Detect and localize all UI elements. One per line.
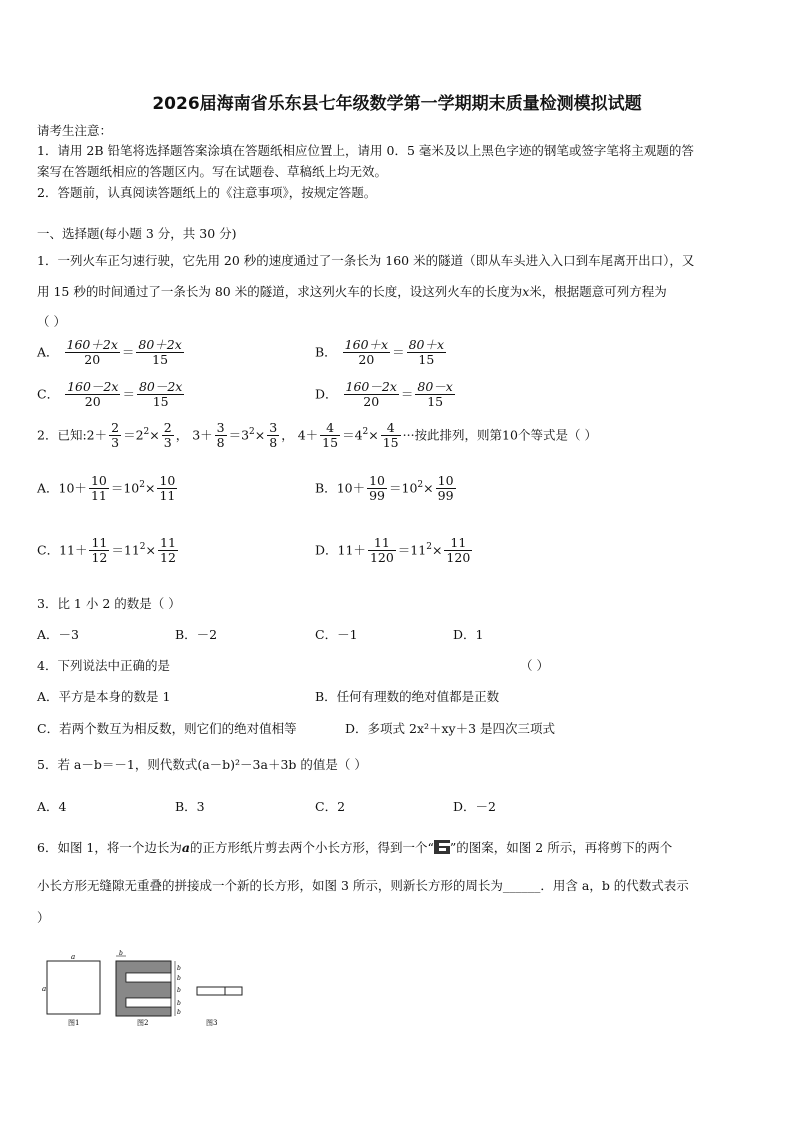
numerator: 10 xyxy=(437,473,454,488)
q3-option-c: C．－1 xyxy=(315,627,358,642)
times-sign: × xyxy=(254,427,266,443)
fig2-notch-bottom xyxy=(126,998,171,1007)
expr-text: 2＋ xyxy=(86,427,108,443)
q5-stem: 5．若 a－b＝－1，则代数式(a－b)²－3a＋3b 的值是（ ） xyxy=(37,757,367,772)
fig1-square xyxy=(47,961,100,1014)
q5-option-a: A．4 xyxy=(37,799,67,814)
option-label: B． xyxy=(315,344,337,360)
q5-option-b: B．3 xyxy=(175,799,205,814)
q4-option-b: B．任何有理数的绝对值都是正数 xyxy=(315,689,500,704)
exponent: 2 xyxy=(426,542,432,553)
q2-option-d: D．11＋ $\frac{11}{120}$ $=11^2\times$ $\frac{11}{120}$ xyxy=(315,535,471,566)
denominator: 120 xyxy=(369,550,394,566)
q4-option-a: A．平方是本身的数是 1 xyxy=(37,689,171,704)
expr-text: 11＋ xyxy=(337,542,366,558)
numerator: 11 xyxy=(444,536,472,551)
fig2-label-b-2: b xyxy=(177,975,181,982)
denominator: 11 xyxy=(159,488,176,504)
denominator: 120 xyxy=(446,550,471,566)
page-title: 2026届海南省乐东县七年级数学第一学期期末质量检测模拟试题 xyxy=(152,94,642,114)
q1-option-c: C． $\frac{160-2x}{20}$ ＝ $\frac{80-2x}{15}$ xyxy=(37,379,183,410)
option-label: C． xyxy=(37,542,60,558)
numerator: 4 xyxy=(381,421,401,436)
exponent: 2 xyxy=(362,427,369,438)
option-label: D． xyxy=(315,386,338,402)
fraction xyxy=(343,338,390,368)
expr-text: ＝3 xyxy=(228,427,250,443)
numerator: 3 xyxy=(269,420,278,435)
fraction xyxy=(407,338,446,368)
expr-text: ＝11 xyxy=(397,542,427,558)
fraction xyxy=(158,536,178,566)
fig2-label-b-1: b xyxy=(177,965,181,972)
fraction xyxy=(215,421,227,451)
denominator: 15 xyxy=(152,352,169,368)
numerator: 160＋2x xyxy=(66,337,118,352)
expr-text: 10＋ xyxy=(336,480,366,496)
q1-variable: x xyxy=(522,284,530,299)
q6-figures xyxy=(40,950,255,1032)
exponent: 2 xyxy=(139,480,145,491)
numerator: 80＋x xyxy=(408,337,445,352)
fig2-label-b-3: b xyxy=(177,987,181,994)
fig1-label-a: a xyxy=(71,953,76,961)
exponent: 2 xyxy=(143,427,150,438)
fig2-label-b-top: b xyxy=(119,950,123,957)
notched-shape-icon xyxy=(434,840,450,857)
q6-line-2: 小长方形无缝隙无重叠的拼接成一个新的长方形，如图 3 所示，则新长方形的周长为______．用含 a，b 的代数式表示 xyxy=(37,878,689,893)
numerator: 160－2x xyxy=(67,379,119,394)
option-label: D． xyxy=(315,542,338,558)
numerator: 3 xyxy=(216,420,225,435)
fraction xyxy=(444,536,472,566)
fig2-caption: 图2 xyxy=(137,1019,149,1027)
q6-text: ”的图案，如图 2 所示，再将剪下的两个 xyxy=(449,840,673,855)
fraction xyxy=(89,536,109,566)
q6-text: 6．如图 1，将一个边长为 xyxy=(37,840,182,855)
q2-stem: 2．已知:2＋ $\frac{2}{3}$ $=2^2\times$ $\frac{2}{3}$ ， 3＋ $\frac{3}{8}$ $=3^2\times$ $\frac{3}{8}$ ， 4＋ $\frac{4}{15}$ $=4^2\times$ $\frac{4}{15}$ ···按此排列，则第10个等式是（ ） xyxy=(37,420,597,451)
numerator: 11 xyxy=(160,535,176,550)
denominator: 15 xyxy=(152,394,169,410)
notice-item-1-line-1: 1．请用 2B 铅笔将选择题答案涂填在答题纸相应位置上，请用 0．5 毫米及以上黑色字迹的钢笔或签字笔将主观题的答 xyxy=(37,143,694,158)
q1-line-2 xyxy=(37,282,667,300)
denominator: 15 xyxy=(427,394,444,410)
q3-stem: 3．比 1 小 2 的数是（ ） xyxy=(37,596,181,611)
fig2-label-b-5: b xyxy=(177,1009,181,1016)
fig1-caption: 图1 xyxy=(68,1019,80,1027)
numerator: 2 xyxy=(163,420,172,435)
numerator: 160－2x xyxy=(345,379,397,394)
numerator: 80－2x xyxy=(138,379,183,394)
q4-answer-paren: （ ） xyxy=(520,658,549,673)
denominator: 3 xyxy=(163,435,172,451)
fraction xyxy=(381,421,401,451)
section-heading: 一、选择题(每小题 3 分，共 30 分) xyxy=(37,226,237,241)
expr-text: ＝10 xyxy=(389,480,418,496)
q3-option-a: A．－3 xyxy=(37,627,79,642)
fraction xyxy=(367,474,387,504)
denominator: 20 xyxy=(84,394,101,410)
fraction xyxy=(162,421,174,451)
notice-item-2: 2．答题前，认真阅读答题纸上的《注意事项》，按规定答题。 xyxy=(37,185,377,200)
denominator: 3 xyxy=(111,435,120,451)
fraction xyxy=(436,474,456,504)
q1-option-d: D． $\frac{160-2x}{20}$ ＝ $\frac{80-x}{15}$ xyxy=(315,379,453,410)
q6-line-3: ） xyxy=(37,910,50,925)
q2-option-a: A．10＋ $\frac{10}{11}$ $=10^2\times$ $\frac{10}{11}$ xyxy=(37,473,176,504)
denominator: 11 xyxy=(90,488,107,504)
expr-text: 3＋ xyxy=(192,427,213,443)
numerator: 160＋x xyxy=(344,337,389,352)
q4-stem: 4．下列说法中正确的是 xyxy=(37,658,170,673)
expr-text: 4＋ xyxy=(297,427,319,443)
fraction xyxy=(65,380,120,410)
fraction xyxy=(65,338,120,368)
fraction xyxy=(136,338,183,368)
numerator: 2 xyxy=(111,420,120,435)
q1-line-1: 1．一列火车正匀速行驶，它先用 20 秒的速度通过了一条长为 160 米的隧道（即从车头进入入口到车尾离开出口），又 xyxy=(37,253,695,268)
denominator: 99 xyxy=(369,488,385,504)
q1-line-2-text-b: 米，根据题意可列方程为 xyxy=(529,284,667,299)
option-label: B． xyxy=(315,480,337,496)
fig1-label-a-side: a xyxy=(42,985,47,993)
denominator: 20 xyxy=(358,352,375,368)
exponent: 2 xyxy=(139,542,146,553)
numerator: 4 xyxy=(320,421,340,436)
q1-answer-paren: （ ） xyxy=(37,314,66,329)
option-label: C． xyxy=(37,386,60,402)
denominator: 8 xyxy=(269,435,278,451)
fig3-rectangle xyxy=(197,987,242,995)
q1-line-2-text-a: 用 15 秒的时间通过了一条长为 80 米的隧道，求这列火车的长度，设这列火车的长度为 xyxy=(37,284,523,299)
q2-suffix: ···按此排列，则第10个等式是（ ） xyxy=(402,427,597,443)
numerator: 80＋2x xyxy=(138,337,182,352)
q6-line-1 xyxy=(37,838,672,857)
q2-prefix: 2．已知: xyxy=(37,427,87,443)
fraction xyxy=(137,380,184,410)
numerator: 10 xyxy=(90,473,107,488)
fraction xyxy=(157,474,177,504)
fig2-notch-top xyxy=(126,973,171,982)
exponent: 2 xyxy=(417,480,424,491)
fraction xyxy=(109,421,121,451)
exponent: 2 xyxy=(249,427,255,438)
denominator: 15 xyxy=(418,352,435,368)
notice-item-1-line-2: 案写在答题纸相应的答题区内。写在试题卷、草稿纸上均无效。 xyxy=(37,164,388,179)
expr-text: ＝4 xyxy=(342,427,363,443)
q6-variable: a xyxy=(181,840,190,855)
q2-option-c: C．11＋ $\frac{11}{12}$ $=11^2\times$ $\frac{11}{12}$ xyxy=(37,535,176,566)
option-label: A． xyxy=(37,344,59,360)
times-sign: × xyxy=(368,427,379,443)
option-label: A． xyxy=(37,480,59,496)
fig3-caption: 图3 xyxy=(206,1019,218,1027)
numerator: 80－x xyxy=(417,379,453,394)
times-sign: × xyxy=(149,427,160,443)
expr-text: 10＋ xyxy=(58,480,87,496)
denominator: 8 xyxy=(216,435,225,451)
expr-text: 11＋ xyxy=(59,542,88,558)
q3-option-b: B．－2 xyxy=(175,627,218,642)
q5-option-d: D．－2 xyxy=(453,799,496,814)
q1-option-a: A． $\frac{160+2x}{20}$ ＝ $\frac{80+2x}{15}$ xyxy=(37,337,182,368)
numerator: 10 xyxy=(369,473,385,488)
denominator: 20 xyxy=(84,352,101,368)
denominator: 12 xyxy=(91,550,108,566)
notice-heading: 请考生注意： xyxy=(37,123,113,138)
numerator: 11 xyxy=(91,535,108,550)
denominator: 12 xyxy=(160,550,176,566)
fraction xyxy=(344,380,399,410)
q6-text: 的正方形纸片剪去两个小长方形，得到一个“ xyxy=(190,840,434,855)
expr-text: ＝2 xyxy=(123,427,144,443)
q4-option-d: D．多项式 2x²＋xy＋3 是四次三项式 xyxy=(345,721,556,736)
denominator: 15 xyxy=(322,435,339,451)
expr-text: ＝10 xyxy=(110,480,140,496)
q5-option-c: C．2 xyxy=(315,799,346,814)
fig2-shape xyxy=(116,961,171,1016)
fraction xyxy=(267,421,279,451)
q3-option-d: D．1 xyxy=(453,627,484,642)
fraction xyxy=(89,474,109,504)
fig2-label-b-4: b xyxy=(177,1000,181,1007)
q4-option-c: C．若两个数互为相反数，则它们的绝对值相等 xyxy=(37,721,297,736)
denominator: 20 xyxy=(363,394,380,410)
fraction xyxy=(415,380,454,410)
fraction xyxy=(320,421,340,451)
numerator: 10 xyxy=(159,473,176,488)
q1-option-b: B． $\frac{160+x}{20}$ ＝ $\frac{80+x}{15}$ xyxy=(315,337,445,368)
denominator: 15 xyxy=(382,435,399,451)
q2-option-b: B．10＋ $\frac{10}{99}$ $=10^2\times$ $\frac{10}{99}$ xyxy=(315,473,454,504)
expr-text: ＝11 xyxy=(111,542,140,558)
fraction xyxy=(368,536,396,566)
numerator: 11 xyxy=(368,536,396,551)
denominator: 99 xyxy=(437,488,454,504)
